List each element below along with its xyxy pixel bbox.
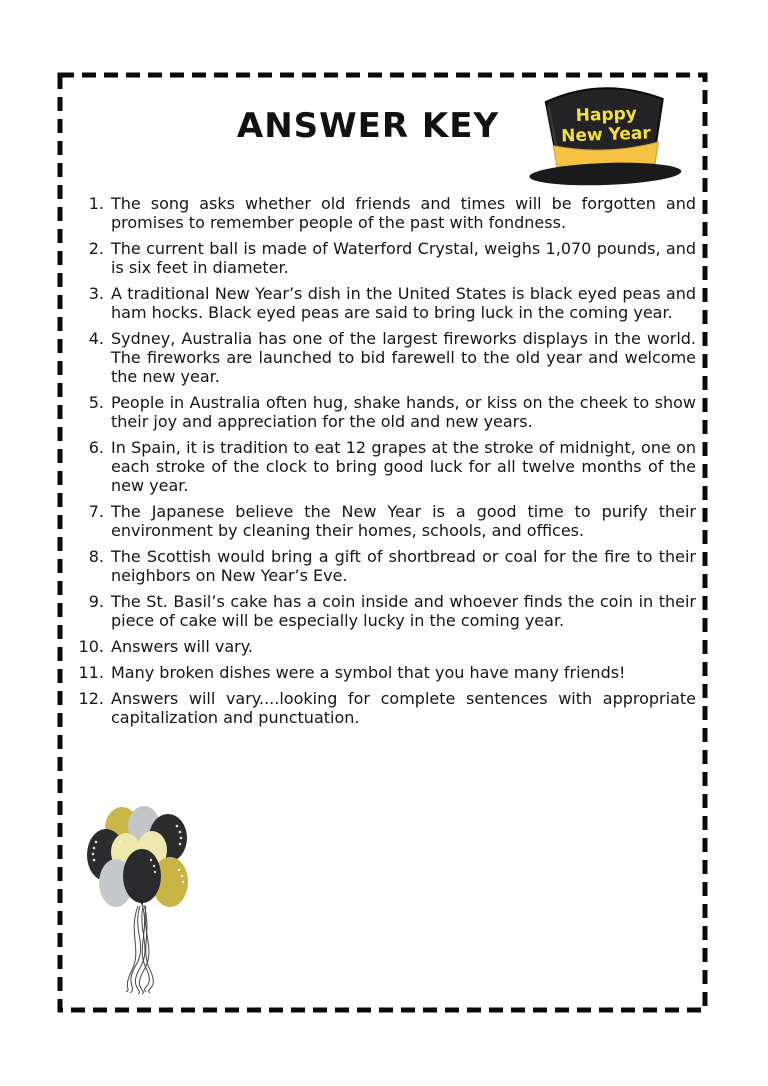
answer-text: The Scottish would bring a gift of shortbread or coal for the fire to their neighbors on New Year’s Eve. — [111, 547, 696, 585]
answer-item-7 — [70, 502, 696, 540]
answer-number: 1. — [88, 194, 104, 213]
hat-brim — [529, 160, 682, 187]
hat-text-line1: Happy — [575, 103, 638, 126]
answer-number: 10. — [78, 637, 104, 656]
answer-text: A traditional New Year’s dish in the United States is black eyed peas and ham hocks. Black eyed peas are said to bring luck in the coming year. — [111, 284, 696, 322]
answer-item-2 — [70, 239, 696, 277]
answer-number: 7. — [88, 502, 104, 521]
answer-text: The song asks whether old friends and times will be forgotten and promises to remember people of the past with fondness. — [111, 194, 696, 232]
answer-text: Answers will vary. — [111, 637, 253, 656]
answer-list — [70, 194, 696, 734]
answer-item-8 — [70, 547, 696, 585]
answer-text: The St. Basil’s cake has a coin inside and whoever finds the coin in their piece of cake will be especially lucky in the coming year. — [111, 592, 696, 630]
answer-text: The Japanese believe the New Year is a good time to purify their environment by cleaning their homes, schools, and offices. — [111, 502, 696, 540]
answer-text: People in Australia often hug, shake hands, or kiss on the cheek to show their joy and appreciation for the old and new years. — [111, 393, 696, 431]
answer-number: 11. — [78, 663, 104, 682]
answer-item-9 — [70, 592, 696, 630]
answer-item-12 — [70, 689, 696, 727]
answer-item-4 — [70, 329, 696, 386]
answer-text: In Spain, it is tradition to eat 12 grapes at the stroke of midnight, one on each stroke of the clock to bring good luck for all twelve months of the new year. — [111, 438, 696, 495]
balloons-icon — [80, 800, 205, 995]
answer-item-5 — [70, 393, 696, 431]
answer-item-10 — [70, 637, 696, 656]
answer-number: 12. — [78, 689, 104, 708]
answer-text: Many broken dishes were a symbol that you have many friends! — [111, 663, 626, 682]
balloon-black-front — [123, 849, 161, 903]
answer-number: 5. — [88, 393, 104, 412]
page-title: ANSWER KEY — [236, 106, 500, 146]
answer-number: 4. — [88, 329, 104, 348]
answer-text: Sydney, Australia has one of the largest fireworks displays in the world. The fireworks are launched to bid farewell to the old year and welcome the new year. — [111, 329, 696, 386]
answer-text: Answers will vary....looking for complete sentences with appropriate capitalization and punctuation. — [111, 689, 696, 727]
answer-number: 6. — [88, 438, 104, 457]
answer-number: 8. — [88, 547, 104, 566]
answer-number: 3. — [88, 284, 104, 303]
balloon-strings — [126, 904, 153, 994]
happy-new-year-hat-icon — [522, 84, 686, 190]
answer-item-1 — [70, 194, 696, 232]
answer-item-3 — [70, 284, 696, 322]
hat-svg — [522, 84, 686, 190]
answer-item-6 — [70, 438, 696, 495]
answer-item-11 — [70, 663, 696, 682]
hat-text-line2: New Year — [560, 123, 652, 147]
balloons-svg — [80, 800, 205, 995]
answer-text: The current ball is made of Waterford Crystal, weighs 1,070 pounds, and is six feet in diameter. — [111, 239, 696, 277]
answer-number: 9. — [88, 592, 104, 611]
answer-number: 2. — [88, 239, 104, 258]
